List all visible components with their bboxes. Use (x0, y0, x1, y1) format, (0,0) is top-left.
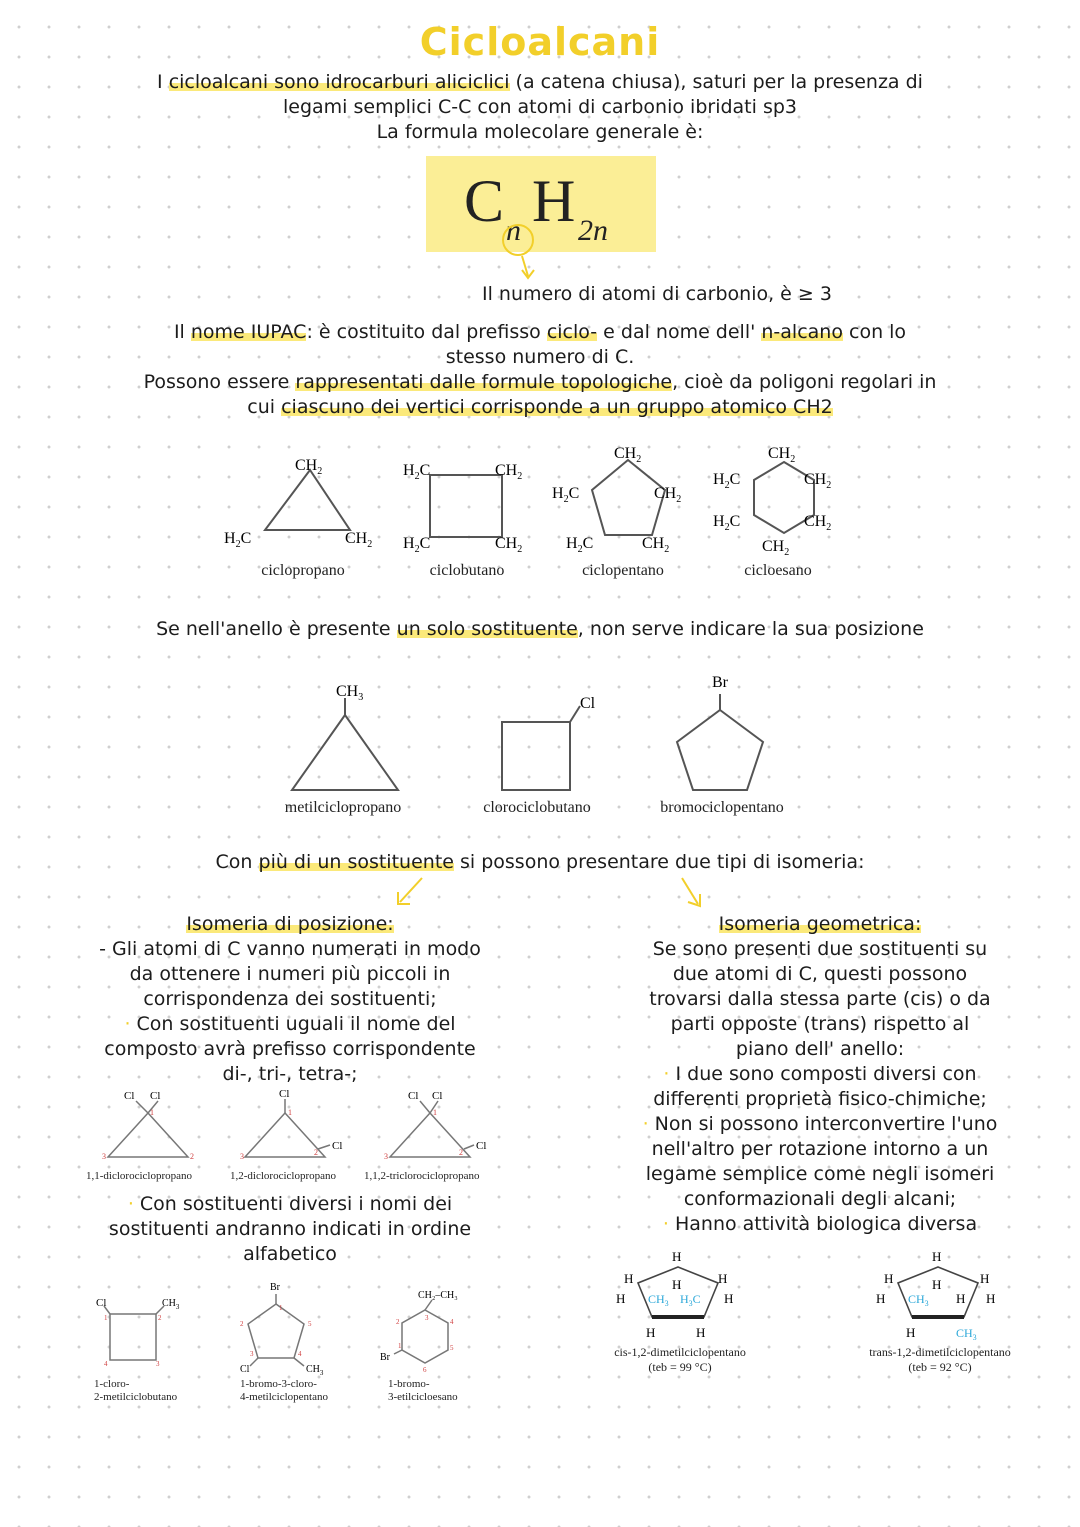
11-dichlorocyclopropane (102, 1090, 194, 1161)
geometric-title: Isomeria geometrica: (718, 913, 922, 935)
label-clorociclobutano: clorociclobutano (483, 799, 591, 816)
label-ciclopropano: ciclopropano (261, 562, 345, 579)
svg-text:4: 4 (104, 1360, 108, 1368)
svg-text:Cl: Cl (240, 1364, 250, 1375)
svg-text:H2C: $H_2C$ (224, 530, 252, 550)
svg-text:CH2: $CH_2$ (804, 513, 832, 533)
formula-arrow (490, 220, 550, 290)
label-cicloesano: cicloesano (744, 562, 812, 579)
svg-text:H: H (672, 1277, 682, 1292)
label-mix-3: 1-bromo- 3-etilcicloesano (388, 1378, 458, 1403)
svg-text:1: 1 (279, 1304, 283, 1312)
svg-text:Br: Br (270, 1282, 280, 1293)
svg-text:H: H (876, 1291, 886, 1306)
formula-n: n (506, 214, 521, 247)
svg-text:H2C: $H_2C$ (552, 485, 580, 505)
trans-structure (876, 1249, 995, 1342)
svg-text:Cl: Cl (124, 1090, 135, 1102)
chlorocyclobutane-structure (502, 695, 596, 790)
svg-text:Cl: Cl (150, 1090, 161, 1102)
cis-trans-structures (600, 1245, 1060, 1345)
svg-text:Br: Br (380, 1352, 390, 1363)
svg-text:Cl: Cl (432, 1090, 443, 1102)
page-title: Cicloalcani (419, 20, 661, 64)
bromocyclopentane-structure (677, 674, 763, 790)
svg-text:H2C: $H_2C$ (713, 471, 741, 491)
svg-text:H: H (696, 1325, 706, 1340)
svg-text:CH2: $CH_2$ (495, 462, 523, 482)
cis-label: cis-1,2-dimetilciclopentano (teb = 99 °C) (614, 1345, 746, 1374)
svg-text:CH2: $CH_2$ (614, 445, 642, 465)
single-sub-text: Se nell'anello è presente un solo sostituente, non serve indicare la sua posizione (156, 618, 924, 640)
svg-text:1: 1 (433, 1108, 437, 1117)
svg-text:H: H (906, 1325, 916, 1340)
svg-text:5: 5 (308, 1320, 312, 1328)
svg-text:H3C: $H_3C$ (680, 1292, 701, 1308)
svg-text:3: 3 (156, 1360, 160, 1368)
cyclobutane-structure (403, 462, 522, 555)
svg-text:Cl: Cl (332, 1140, 343, 1152)
svg-text:3: 3 (384, 1152, 388, 1161)
svg-text:H: H (672, 1249, 682, 1264)
svg-text:H: H (980, 1271, 990, 1286)
112-trichlorocyclopropane (384, 1090, 486, 1161)
svg-text:H: H (986, 1291, 996, 1306)
svg-text:H: H (932, 1249, 942, 1264)
svg-text:3: 3 (240, 1152, 244, 1161)
svg-text:H: H (624, 1271, 634, 1286)
cyclopentane-structure (552, 445, 681, 555)
formula-c: C (464, 168, 505, 234)
svg-text:Cl: Cl (476, 1140, 487, 1152)
svg-text:H2C: $H_2C$ (403, 462, 431, 482)
label-11-dicloro: 1,1-diclorociclopropano (86, 1170, 192, 1182)
svg-text:H: H (718, 1271, 728, 1286)
svg-text:CH2: $CH_2$ (804, 471, 832, 491)
svg-text:2: 2 (240, 1320, 244, 1328)
cyclopropane-structure (224, 457, 372, 550)
12-dichlorocyclopropane (240, 1088, 342, 1161)
svg-text:CH2: $CH_2$ (345, 530, 373, 550)
trans-label: trans-1,2-dimetilciclopentano (teb = 92 °C) (869, 1345, 1011, 1374)
svg-text:H: H (616, 1291, 626, 1306)
label-ciclobutano: ciclobutano (429, 562, 505, 579)
single-sub-structures (270, 670, 810, 800)
mixed-sub-structures (80, 1280, 500, 1380)
svg-text:CH3: $CH_3$ (336, 683, 364, 703)
svg-text:3: 3 (425, 1314, 429, 1322)
svg-text:2: 2 (190, 1152, 194, 1161)
svg-text:Cl: Cl (96, 1297, 107, 1309)
svg-text:3: 3 (102, 1152, 106, 1161)
split-arrows (360, 872, 740, 917)
svg-text:CH3: $CH_3$ (306, 1364, 324, 1377)
svg-text:CH2: $CH_2$ (654, 485, 682, 505)
label-ciclopentano: ciclopentano (582, 562, 664, 579)
intro-text: I cicloalcani sono idrocarburi aliciclici (a catena chiusa), saturi per la presenza di legami semplici C-C con atomi di carbonio ibridati sp3 La formula molecolare generale è: (157, 71, 923, 143)
chloro-methylcyclobutane (96, 1297, 180, 1368)
multi-sub-text: Con più di un sostituente si possono presentare due tipi di isomeria: (215, 851, 865, 873)
geometric-section: Isomeria geometrica: Se sono presenti due sostituenti su due atomi di C, questi possono trovarsi dalla stessa parte (cis) o da parti opposte (trans) rispetto al piano dell' anello: · I due sono composti diversi con differenti proprietà fisico-chimiche; · Non si possono interconvertire l'uno nell'altro per rotazione intorno a un legame semplice come negli isomeri conformazionali degli alcani; · Hanno attività biologica diversa (642, 913, 998, 1235)
formula-h: H (532, 168, 576, 234)
svg-text:2: 2 (459, 1148, 463, 1157)
svg-text:2: 2 (396, 1318, 400, 1326)
position-section: Isomeria di posizione: - Gli atomi di C vanno numerati in modo da ottenere i numeri più piccoli in corrispondenza dei sostituenti; · Con sostituenti uguali il nome del composto avrà prefisso corrispondente di-, tri-, tetra-; (99, 913, 481, 1085)
label-mix-2: 1-bromo-3-cloro- 4-metilciclopentano (240, 1378, 328, 1403)
dichloro-structures (80, 1085, 510, 1170)
carbon-note: Il numero di atomi di carbonio, è ≥ 3 (482, 283, 832, 305)
svg-text:1: 1 (288, 1108, 292, 1117)
svg-text:6: 6 (423, 1366, 427, 1374)
svg-text:CH2: $CH_2$ (762, 538, 790, 558)
svg-text:1: 1 (104, 1314, 108, 1322)
svg-text:H2C: $H_2C$ (566, 535, 594, 555)
svg-text:2: 2 (314, 1148, 318, 1157)
label-bromociclopentano: bromociclopentano (660, 799, 784, 816)
label-12-dicloro: 1,2-diclorociclopropano (230, 1170, 336, 1182)
svg-text:H: H (724, 1291, 734, 1306)
svg-text:5: 5 (450, 1344, 454, 1352)
svg-text:H: H (884, 1271, 894, 1286)
svg-text:Br: Br (712, 674, 728, 691)
svg-text:H: H (932, 1277, 942, 1292)
svg-text:CH2: $CH_2$ (642, 535, 670, 555)
label-metilciclopropano: metilciclopropano (284, 799, 402, 816)
svg-text:3: 3 (250, 1350, 254, 1358)
svg-text:4: 4 (298, 1350, 302, 1358)
svg-text:CH3: $CH_3$ (956, 1326, 977, 1342)
svg-text:H: H (646, 1325, 656, 1340)
position-title: Isomeria di posizione: (186, 913, 394, 935)
svg-text:H2C: $H_2C$ (713, 513, 741, 533)
bromo-chloro-methylcyclopentane (240, 1282, 324, 1377)
svg-text:CH2: $CH_2$ (495, 535, 523, 555)
iupac-text: Il nome IUPAC: è costituito dal prefisso ciclo- e dal nome dell' n-alcano con lo stesso numero di C. Possono essere rappresentati dalle formule topologiche, cioè da poligoni regolari in cui ciascuno dei vertici corrisponde a un gruppo atomico CH2 (143, 321, 937, 418)
svg-text:CH3: $CH_3$ (648, 1292, 669, 1308)
svg-text:H: H (956, 1291, 966, 1306)
svg-text:1: 1 (398, 1342, 402, 1350)
svg-text:CH₂–CH₃: CH₂–CH₃ (418, 1290, 458, 1301)
label-mix-1: 1-cloro- 2-metilciclobutano (94, 1378, 178, 1403)
cyclohexane-structure (713, 445, 831, 558)
svg-text:H2C: $H_2C$ (403, 535, 431, 555)
svg-text:Cl: Cl (408, 1090, 419, 1102)
svg-text:CH2: $CH_2$ (768, 445, 796, 465)
svg-text:CH3: $CH_3$ (162, 1298, 180, 1311)
cis-structure (616, 1249, 733, 1340)
svg-text:CH3: $CH_3$ (908, 1292, 929, 1308)
svg-text:Cl: Cl (279, 1088, 290, 1100)
svg-text:4: 4 (450, 1318, 454, 1326)
svg-text:CH2: $CH_2$ (295, 457, 323, 477)
methylcyclopropane-structure (292, 683, 398, 790)
svg-text:2: 2 (158, 1314, 162, 1322)
bromo-ethylcyclohexane (380, 1290, 458, 1374)
label-112-tricloro: 1,1,2-triclorociclopropano (364, 1170, 480, 1182)
svg-text:Cl: Cl (580, 695, 596, 712)
position-section-2: · Con sostituenti diversi i nomi dei sostituenti andranno indicati in ordine alfabetico (108, 1193, 472, 1265)
formula-2n: 2n (578, 214, 608, 247)
svg-text:1: 1 (150, 1108, 154, 1117)
